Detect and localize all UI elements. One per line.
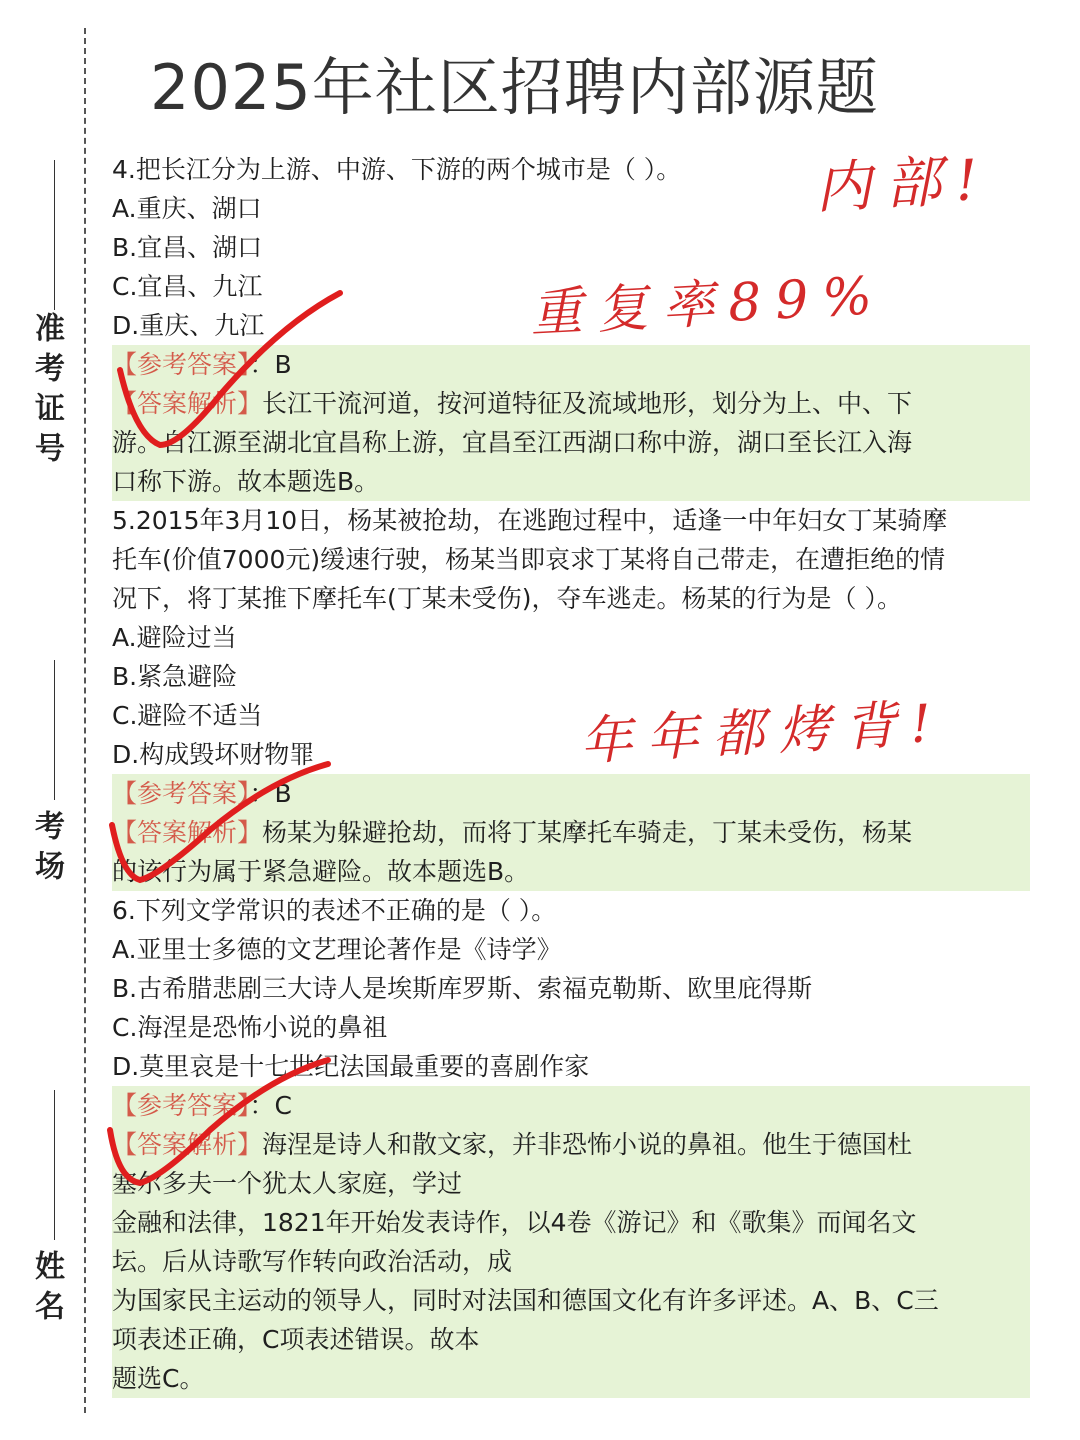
option-item: B.古希腊悲剧三大诗人是埃斯库罗斯、索福克勒斯、欧里庇得斯: [112, 974, 813, 1003]
analysis-text: 金融和法律，1821年开始发表诗作，以4卷《游记》和《歌集》而闻名文: [112, 1208, 917, 1237]
analysis-text: 项表述正确，C项表述错误。故本: [112, 1325, 480, 1354]
answer-tag: 【参考答案】: [112, 350, 250, 379]
answer-tag: 【参考答案】: [112, 779, 250, 808]
option-item: D.构成毁坏财物罪: [112, 740, 315, 769]
admission-no-label: 准考证号: [29, 312, 64, 472]
option-item: C.海涅是恐怖小说的鼻祖: [112, 1013, 388, 1042]
option-item: C.宜昌、九江: [112, 272, 263, 301]
analysis-text: 海涅是诗人和散文家，并非恐怖小说的鼻祖。他生于德国杜: [262, 1130, 913, 1159]
answer-tag: 【参考答案】: [112, 1091, 250, 1120]
annotation-internal: 内部!: [813, 147, 994, 222]
analysis-text: 口称下游。故本题选B。: [112, 467, 380, 496]
annotation-must-memorize: 年年都烤背!: [578, 693, 947, 773]
analysis-tag: 【答案解析】: [112, 818, 263, 847]
analysis-text: 为国家民主运动的领导人，同时对法国和德国文化有许多评述。A、B、C三: [112, 1286, 939, 1315]
analysis-line: [112, 1203, 1030, 1242]
question-stem: 6.下列文学常识的表述不正确的是（ ）。: [112, 896, 557, 925]
page-title: 2025年社区招聘内部源题: [150, 51, 879, 124]
question-stem: 托车(价值7000元)缓速行驶，杨某当即哀求丁某将自己带走，在遭拒绝的情: [112, 545, 946, 574]
analysis-tag: 【答案解析】: [112, 1130, 263, 1159]
analysis-line: [112, 1281, 1030, 1320]
analysis-line: [112, 1242, 1030, 1281]
checkmark-icon: [100, 1055, 340, 1190]
option-item: D.重庆、九江: [112, 311, 265, 340]
exam-room-line: [54, 660, 55, 800]
analysis-text: 的该行为属于紧急避险。故本题选B。: [112, 857, 530, 886]
analysis-line: [112, 462, 1030, 501]
question-stem: 况下，将丁某推下摩托车(丁某未受伤)，夺车逃走。杨某的行为是（ ）。: [112, 584, 902, 613]
annotation-repeat-rate: 重复率89%: [528, 265, 888, 345]
analysis-text: 杨某为躲避抢劫，而将丁某摩托车骑走，丁某未受伤，杨某: [262, 818, 913, 847]
name-line: [54, 1090, 55, 1240]
option-item: D.莫里哀是十七世纪法国最重要的喜剧作家: [112, 1052, 590, 1081]
analysis-text: 坛。后从诗歌写作转向政治活动，成: [112, 1247, 513, 1276]
checkmark-icon: [100, 760, 340, 890]
binding-margin-line: [84, 28, 86, 1413]
answer-value: ：B: [249, 350, 292, 379]
checkmark-icon: [100, 285, 350, 455]
exam-room-label: 考场: [29, 810, 64, 890]
answer-value: ：C: [249, 1091, 292, 1120]
analysis-text: 游。自江源至湖北宜昌称上游，宜昌至江西湖口称中游，湖口至长江入海: [112, 428, 913, 457]
analysis-text: 塞尔多夫一个犹太人家庭，学过: [112, 1169, 463, 1198]
answer-value: ：B: [249, 779, 292, 808]
question-stem: 5.2015年3月10日，杨某被抢劫，在逃跑过程中，适逢一中年妇女丁某骑摩: [112, 506, 948, 535]
option-item: A.重庆、湖口: [112, 194, 262, 223]
analysis-line: [112, 1359, 1030, 1398]
option-item: A.亚里士多德的文艺理论著作是《诗学》: [112, 935, 562, 964]
analysis-text: 题选C。: [112, 1364, 205, 1393]
option-item: A.避险过当: [112, 623, 237, 652]
option-item: C.避险不适当: [112, 701, 263, 730]
option-item: B.宜昌、湖口: [112, 233, 263, 262]
analysis-line: [112, 1320, 1030, 1359]
question-stem: 4.把长江分为上游、中游、下游的两个城市是（ ）。: [112, 155, 682, 184]
analysis-text: 长江干流河道，按河道特征及流域地形，划分为上、中、下: [262, 389, 913, 418]
analysis-tag: 【答案解析】: [112, 389, 263, 418]
admission-no-line: [54, 160, 55, 310]
name-label: 姓名: [29, 1250, 64, 1330]
option-item: B.紧急避险: [112, 662, 238, 691]
